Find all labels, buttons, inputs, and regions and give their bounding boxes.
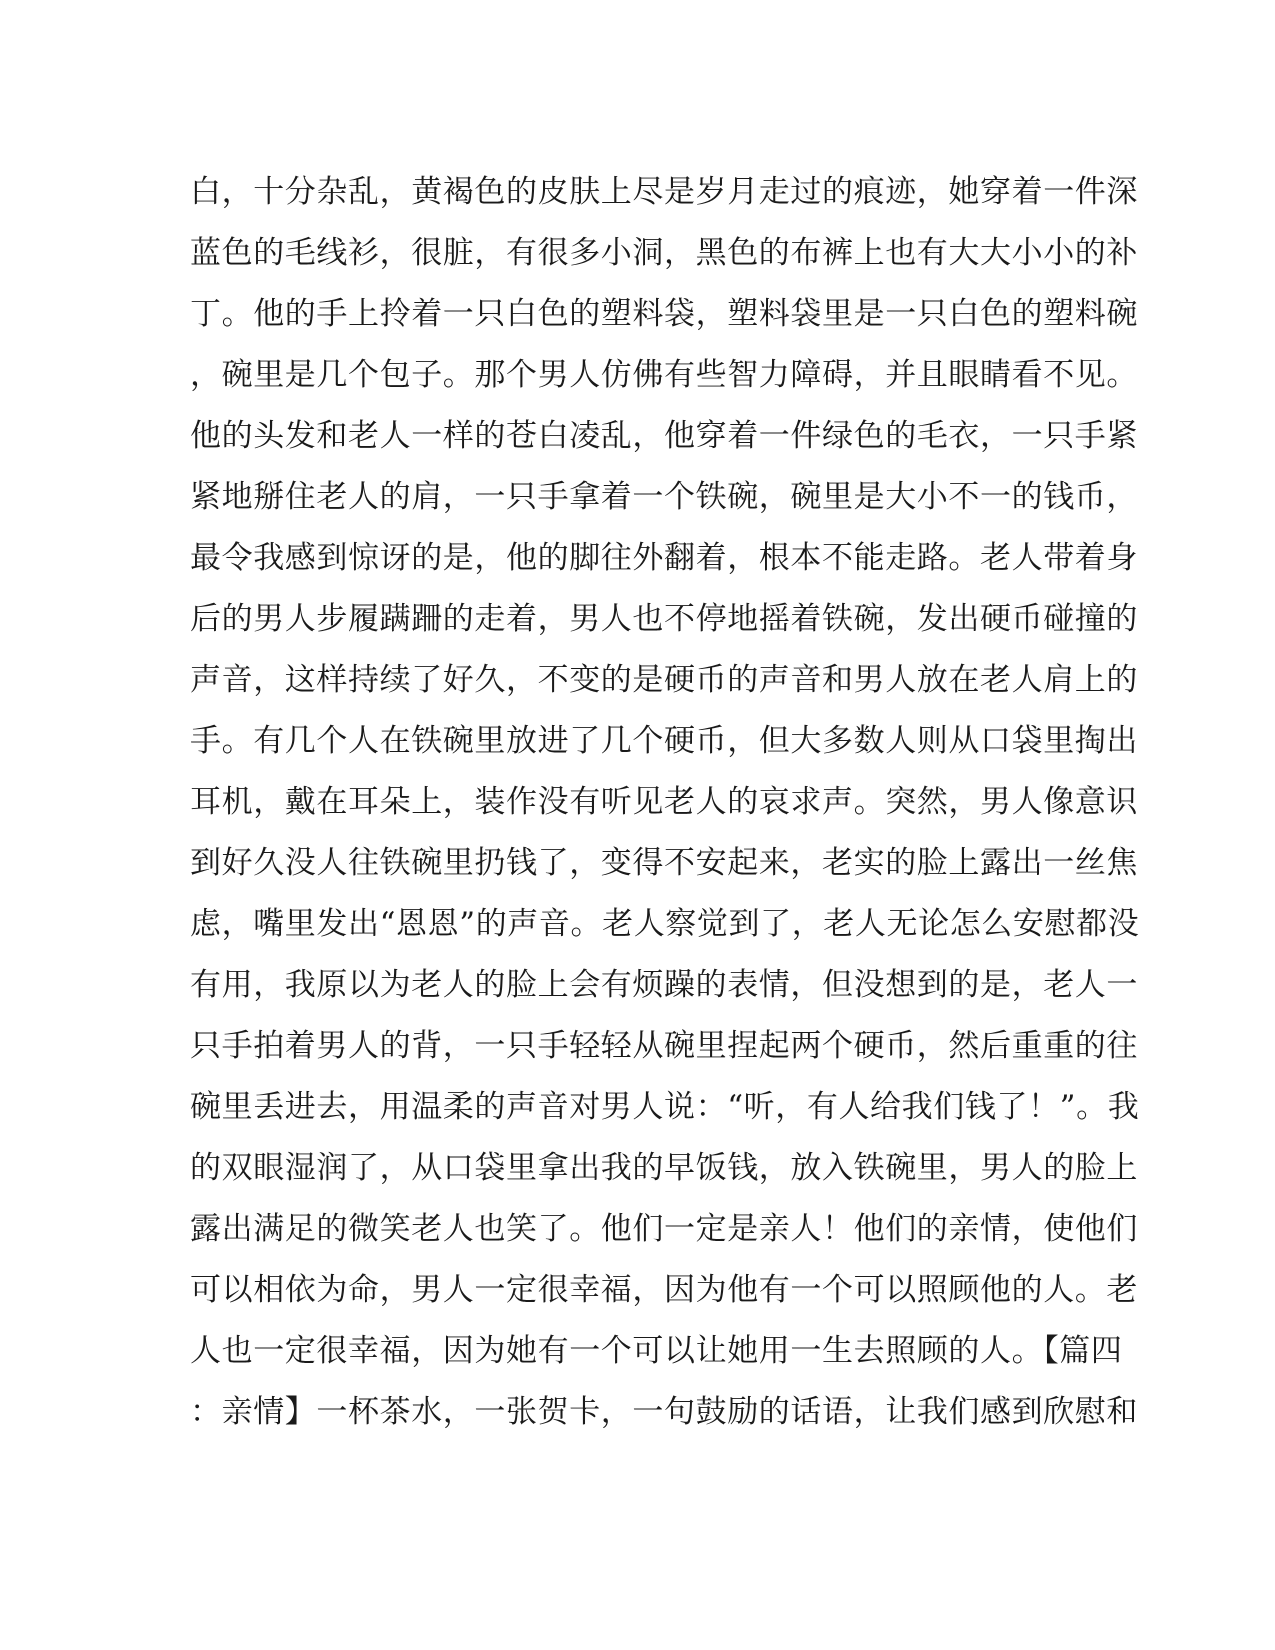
text-line: 他的头发和老人一样的苍白凌乱，他穿着一件绿色的毛衣，一只手紧 bbox=[190, 418, 1138, 454]
text-line: 到好久没人往铁碗里扔钱了，变得不安起来，老实的脸上露出一丝焦 bbox=[190, 845, 1138, 881]
text-line: 人也一定很幸福，因为她有一个可以让她用一生去照顾的人。【篇四 bbox=[190, 1333, 1123, 1369]
text-line: 只手拍着男人的背，一只手轻轻从碗里捏起两个硬币，然后重重的往 bbox=[190, 1028, 1138, 1064]
text-line: 丁。他的手上拎着一只白色的塑料袋，塑料袋里是一只白色的塑料碗 bbox=[190, 296, 1138, 332]
text-line: 声音，这样持续了好久，不变的是硬币的声音和男人放在老人肩上的 bbox=[190, 662, 1138, 698]
text-line: 手。有几个人在铁碗里放进了几个硬币，但大多数人则从口袋里掏出 bbox=[190, 723, 1138, 759]
text-line: 耳机，戴在耳朵上，装作没有听见老人的哀求声。突然，男人像意识 bbox=[190, 784, 1138, 820]
text-line: ，碗里是几个包子。那个男人仿佛有些智力障碍，并且眼睛看不见。 bbox=[190, 357, 1138, 393]
text-line: 有用，我原以为老人的脸上会有烦躁的表情，但没想到的是，老人一 bbox=[190, 967, 1138, 1003]
text-line: 后的男人步履蹒跚的走着，男人也不停地摇着铁碗，发出硬币碰撞的 bbox=[190, 601, 1138, 637]
text-line: 蓝色的毛线衫，很脏，有很多小洞，黑色的布裤上也有大大小小的补 bbox=[190, 235, 1138, 271]
text-line: 紧地掰住老人的肩，一只手拿着一个铁碗，碗里是大小不一的钱币， bbox=[190, 479, 1138, 515]
text-line: 的双眼湿润了，从口袋里拿出我的早饭钱，放入铁碗里，男人的脸上 bbox=[190, 1150, 1138, 1186]
text-line: ：亲情】一杯茶水，一张贺卡，一句鼓励的话语，让我们感到欣慰和 bbox=[190, 1394, 1138, 1430]
text-line: 露出满足的微笑老人也笑了。他们一定是亲人！他们的亲情，使他们 bbox=[190, 1211, 1138, 1247]
text-line: 碗里丢进去，用温柔的声音对男人说：“听，有人给我们钱了！”。我 bbox=[190, 1089, 1140, 1125]
text-line: 最令我感到惊讶的是，他的脚往外翻着，根本不能走路。老人带着身 bbox=[190, 540, 1138, 576]
text-line: 可以相依为命，男人一定很幸福，因为他有一个可以照顾他的人。老 bbox=[190, 1272, 1138, 1308]
body-text bbox=[190, 162, 1140, 1443]
text-line: 虑，嘴里发出“恩恩”的声音。老人察觉到了，老人无论怎么安慰都没 bbox=[190, 906, 1140, 942]
text-line: 白，十分杂乱，黄褐色的皮肤上尽是岁月走过的痕迹，她穿着一件深 bbox=[190, 174, 1138, 210]
